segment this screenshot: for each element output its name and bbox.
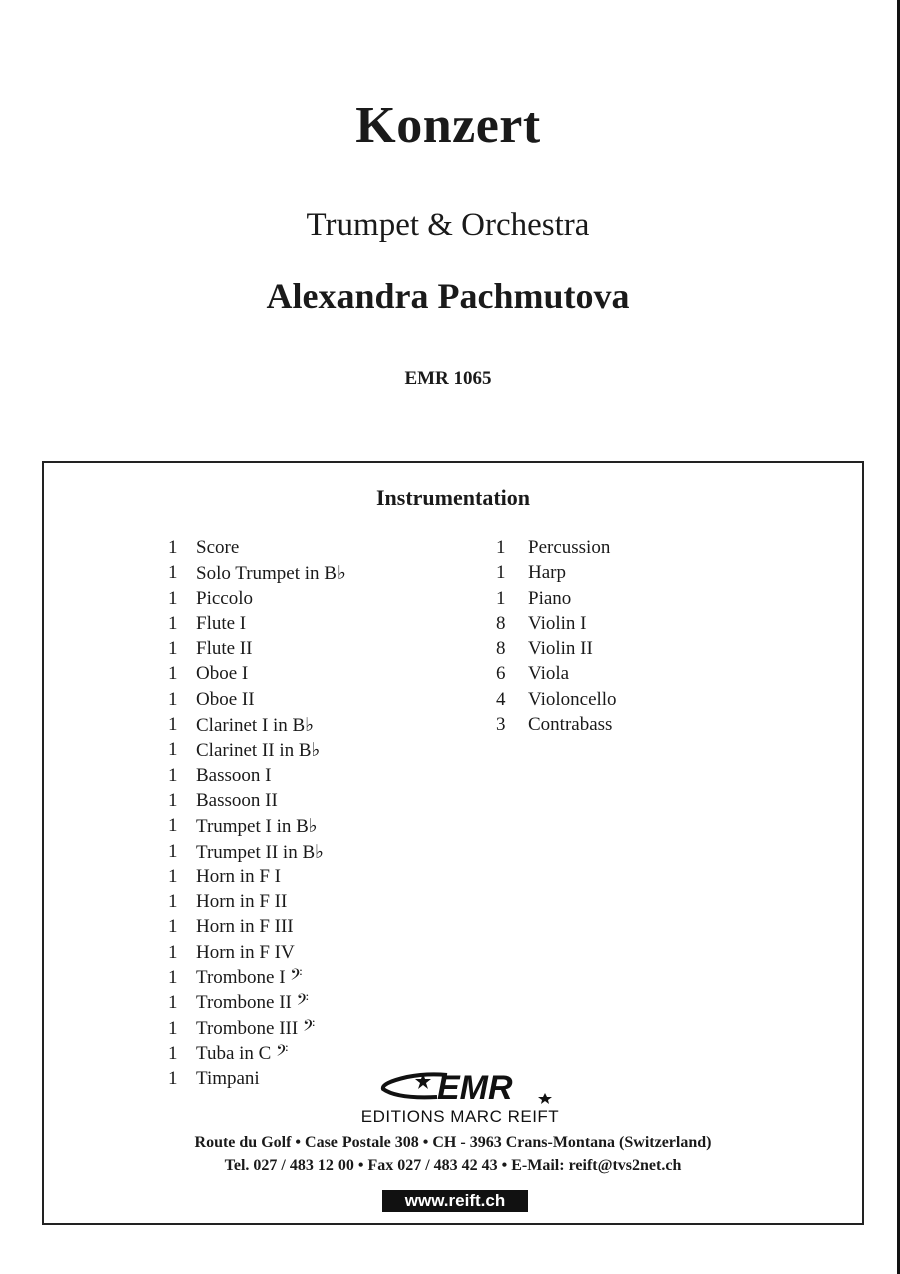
instrument-quantity: 1 bbox=[168, 638, 178, 660]
instrument-name: Solo Trumpet in B♭ bbox=[196, 563, 346, 585]
instrument-quantity: 1 bbox=[168, 1017, 178, 1039]
instrument-quantity: 1 bbox=[168, 688, 178, 710]
instrument-quantity: 1 bbox=[168, 764, 178, 786]
logo-text: EMR bbox=[437, 1069, 513, 1107]
instrument-quantity: 8 bbox=[496, 638, 506, 660]
instrument-name: Flute I bbox=[196, 612, 247, 634]
instrument-name: Trumpet I in B♭ bbox=[196, 816, 318, 838]
catalog-number: EMR 1065 bbox=[404, 368, 492, 389]
instrument-name: Tuba in C 𝄢 bbox=[196, 1042, 289, 1064]
instrument-quantity: 1 bbox=[168, 1068, 178, 1090]
instrument-quantity: 1 bbox=[168, 739, 178, 761]
instrument-quantity: 1 bbox=[168, 865, 178, 887]
instrument-name: Percussion bbox=[528, 537, 611, 558]
publisher-name: EDITIONS MARC REIFT bbox=[360, 1107, 560, 1126]
instrument-quantity: 4 bbox=[496, 688, 506, 710]
instrument-name: Horn in F III bbox=[196, 916, 294, 938]
instrument-quantity: 1 bbox=[168, 663, 178, 685]
instrument-quantity: 1 bbox=[168, 967, 178, 989]
instrumentation-heading: Instrumentation bbox=[375, 485, 530, 510]
instrument-quantity: 1 bbox=[168, 714, 178, 736]
instrument-name: Timpani bbox=[196, 1068, 260, 1090]
instrument-quantity: 1 bbox=[168, 992, 178, 1014]
instrument-quantity: 3 bbox=[496, 714, 506, 736]
instrument-quantity: 1 bbox=[168, 587, 178, 609]
instrument-name: Violoncello bbox=[528, 688, 617, 710]
instrument-name: Violin I bbox=[528, 612, 587, 634]
publisher-address: Route du Golf • Case Postale 308 • CH - 3963 Crans-Montana (Switzerland) bbox=[194, 1134, 712, 1151]
instrument-name: Piccolo bbox=[196, 587, 253, 609]
instrument-quantity: 1 bbox=[496, 562, 506, 584]
instrument-quantity: 1 bbox=[496, 587, 506, 609]
website-link[interactable]: www.reift.ch bbox=[382, 1190, 528, 1212]
instrument-name: Score bbox=[196, 537, 240, 558]
instrument-name: Trombone II 𝄢 bbox=[196, 992, 309, 1014]
instrument-quantity: 1 bbox=[168, 612, 178, 634]
small-star-icon bbox=[538, 1093, 552, 1104]
instrument-name: Piano bbox=[528, 587, 572, 609]
instrument-name: Flute II bbox=[196, 638, 253, 660]
instrument-name: Horn in F I bbox=[196, 865, 281, 887]
instrumentation-box bbox=[42, 461, 864, 1225]
instrument-name: Bassoon I bbox=[196, 764, 272, 786]
publisher-contact: Tel. 027 / 483 12 00 • Fax 027 / 483 42 43 • E-Mail: reift@tvs2net.ch bbox=[224, 1157, 682, 1174]
instrument-quantity: 1 bbox=[168, 537, 178, 558]
instrument-quantity: 6 bbox=[496, 663, 506, 685]
instrument-name: Oboe I bbox=[196, 663, 249, 685]
instrument-quantity: 1 bbox=[168, 916, 178, 938]
instrument-quantity: 1 bbox=[496, 537, 506, 558]
instrument-name: Horn in F II bbox=[196, 891, 288, 913]
instrument-name: Trombone I 𝄢 bbox=[196, 967, 303, 989]
instrument-name: Viola bbox=[528, 663, 570, 685]
instrument-name: Violin II bbox=[528, 638, 593, 660]
composer-name: Alexandra Pachmutova bbox=[266, 276, 630, 316]
instrument-name: Trumpet II in B♭ bbox=[196, 841, 325, 863]
instrument-quantity: 1 bbox=[168, 840, 178, 862]
instrument-name: Harp bbox=[528, 562, 566, 584]
instrument-name: Trombone III 𝄢 bbox=[196, 1017, 316, 1039]
instrument-name: Contrabass bbox=[528, 714, 613, 736]
instrument-quantity: 1 bbox=[168, 891, 178, 913]
instrument-quantity: 1 bbox=[168, 815, 178, 837]
subtitle: Trumpet & Orchestra bbox=[306, 207, 590, 243]
instrument-quantity: 1 bbox=[168, 562, 178, 584]
instrument-quantity: 1 bbox=[168, 789, 178, 811]
emr-logo bbox=[377, 1063, 577, 1113]
instrument-quantity: 1 bbox=[168, 941, 178, 963]
instrument-quantity: 1 bbox=[168, 1042, 178, 1064]
instrument-name: Clarinet I in B♭ bbox=[196, 715, 315, 737]
instrument-name: Clarinet II in B♭ bbox=[196, 740, 321, 762]
instrument-quantity: 8 bbox=[496, 612, 506, 634]
page-title: Konzert bbox=[355, 97, 541, 154]
instrument-name: Bassoon II bbox=[196, 789, 278, 811]
instrument-name: Horn in F IV bbox=[196, 941, 295, 963]
instrument-name: Oboe II bbox=[196, 688, 255, 710]
